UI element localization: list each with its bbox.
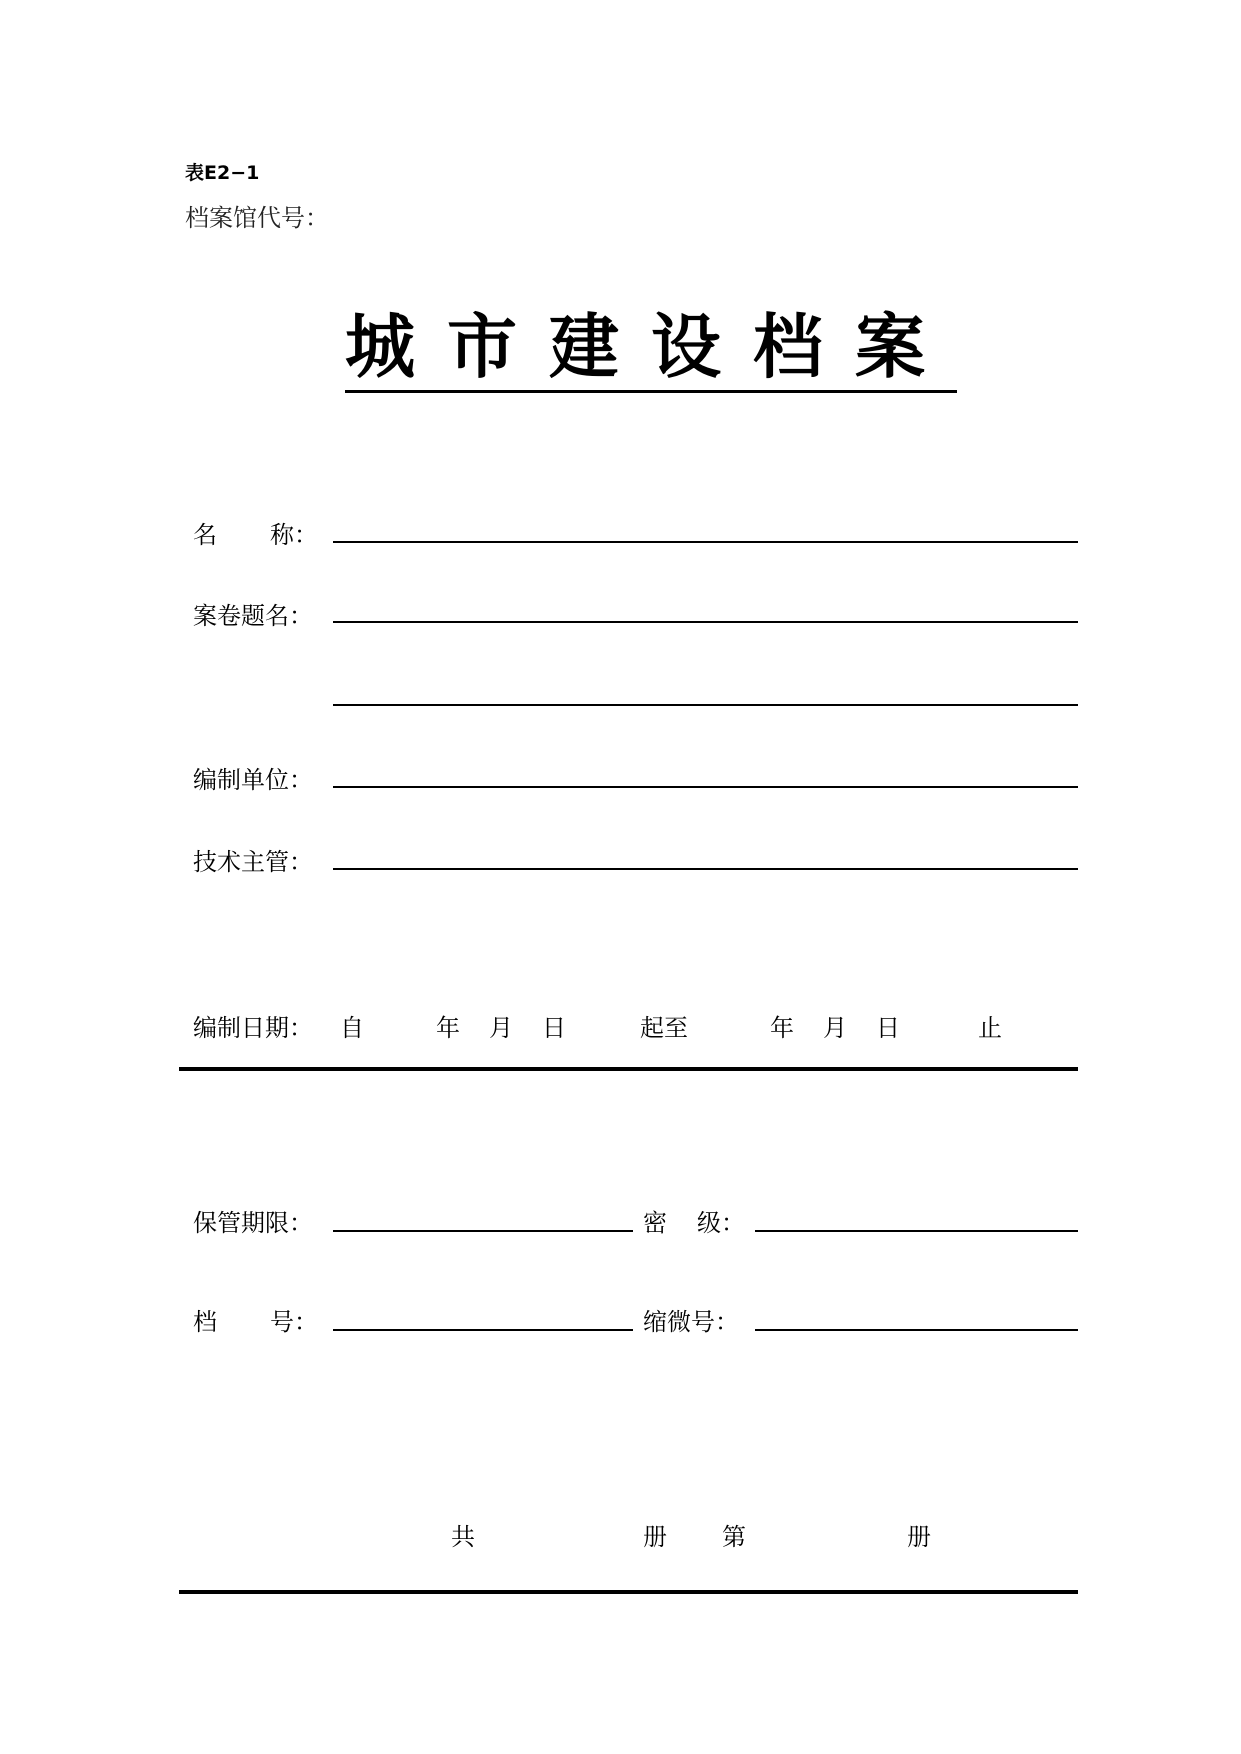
volume-title-label: 案卷题名： [193, 602, 313, 630]
volume-title-line-2[interactable] [333, 704, 1078, 706]
microfilm-line[interactable] [755, 1329, 1078, 1331]
compiler-label: 编制单位： [193, 766, 313, 794]
compiler-line[interactable] [333, 786, 1078, 788]
tech-supervisor-line[interactable] [333, 868, 1078, 870]
page-title: 城市建设档案 [345, 308, 957, 393]
secrecy-line[interactable] [755, 1230, 1078, 1232]
date-day-2: 日 [876, 1014, 900, 1042]
date-month-1: 月 [489, 1014, 513, 1042]
date-year-1: 年 [436, 1014, 460, 1042]
volume-title-line-1[interactable] [333, 621, 1078, 623]
date-day-1: 日 [542, 1014, 566, 1042]
volume-nth: 第 [722, 1523, 746, 1551]
date-year-2: 年 [770, 1014, 794, 1042]
date-from: 自 [340, 1014, 364, 1042]
secrecy-label-second: 级： [697, 1209, 745, 1237]
name-field-line[interactable] [333, 541, 1078, 543]
section-divider-2 [179, 1590, 1078, 1594]
retention-line[interactable] [333, 1230, 633, 1232]
name-label-second: 称： [270, 521, 318, 549]
form-number: 表E2−1 [185, 162, 260, 184]
date-month-2: 月 [823, 1014, 847, 1042]
name-label-first: 名 [193, 521, 217, 549]
archive-code-label: 档案馆代号： [185, 204, 329, 232]
retention-label: 保管期限： [193, 1209, 313, 1237]
volume-unit-2: 册 [907, 1523, 931, 1551]
microfilm-label: 缩微号： [643, 1308, 739, 1336]
date-until: 起至 [640, 1014, 688, 1042]
tech-supervisor-label: 技术主管： [193, 848, 313, 876]
archive-no-label-first: 档 [193, 1308, 217, 1336]
date-end: 止 [978, 1014, 1002, 1042]
archive-no-line[interactable] [333, 1329, 633, 1331]
volume-total: 共 [451, 1523, 475, 1551]
archive-no-label-second: 号： [270, 1308, 318, 1336]
compile-date-label: 编制日期： [193, 1014, 313, 1042]
secrecy-label-first: 密 [643, 1209, 667, 1237]
section-divider-1 [179, 1067, 1078, 1071]
volume-unit-1: 册 [643, 1523, 667, 1551]
